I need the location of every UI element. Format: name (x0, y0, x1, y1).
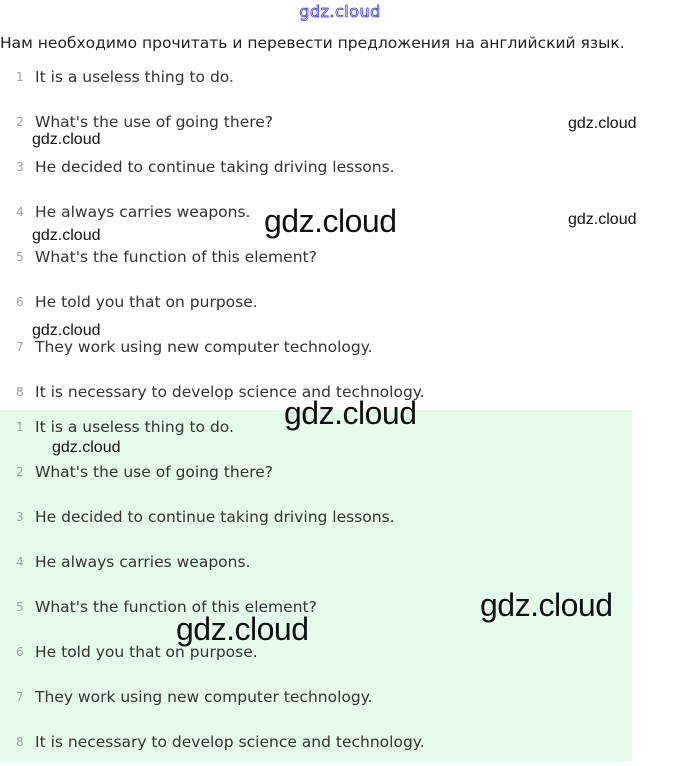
item-text: He told you that on purpose. (35, 293, 258, 311)
item-number: 7 (16, 690, 24, 704)
item-number: 3 (16, 510, 24, 524)
item-number: 5 (16, 600, 24, 614)
watermark: gdz.cloud (568, 115, 637, 132)
item-number: 6 (16, 295, 24, 309)
item-text: It is a useless thing to do. (35, 418, 234, 436)
item-number: 6 (16, 645, 24, 659)
item-number: 3 (16, 160, 24, 174)
watermark: gdz.cloud (568, 211, 637, 228)
item-text: It is necessary to develop science and technology. (35, 733, 425, 751)
site-logo[interactable]: gdz.cloud (299, 2, 381, 21)
item-number: 7 (16, 340, 24, 354)
list-item (0, 496, 640, 541)
list-item (0, 631, 640, 676)
item-text: He decided to continue taking driving lessons. (35, 158, 395, 176)
item-text: It is a useless thing to do. (35, 68, 234, 86)
list-item (0, 281, 640, 326)
item-text: He always carries weapons. (35, 203, 251, 221)
list-item (0, 451, 640, 496)
item-number: 4 (16, 555, 24, 569)
item-text: He decided to continue taking driving lessons. (35, 508, 395, 526)
item-text: What's the use of going there? (35, 113, 274, 131)
item-number: 2 (16, 115, 24, 129)
item-text: What's the function of this element? (35, 248, 317, 266)
item-text: It is necessary to develop science and technology. (35, 383, 425, 401)
watermark: gdz.cloud (32, 227, 101, 244)
item-number: 8 (16, 385, 24, 399)
list-item (0, 146, 640, 191)
task-instruction: Нам необходимо прочитать и перевести предложения на английский язык. (0, 34, 625, 52)
item-text: What's the use of going there? (35, 463, 274, 481)
item-number: 2 (16, 465, 24, 479)
item-number: 4 (16, 205, 24, 219)
item-text: They work using new computer technology. (35, 338, 373, 356)
watermark: gdz.cloud (32, 131, 101, 148)
item-text: He always carries weapons. (35, 553, 251, 571)
watermark: gdz.cloud (52, 439, 121, 456)
list-item (0, 541, 640, 586)
watermark: gdz.cloud (32, 322, 101, 339)
item-number: 1 (16, 420, 24, 434)
watermark: gdz.cloud (480, 587, 613, 623)
item-number: 1 (16, 70, 24, 84)
list-item (0, 56, 640, 101)
list-item (0, 721, 640, 766)
item-text: They work using new computer technology. (35, 688, 373, 706)
item-text: He told you that on purpose. (35, 643, 258, 661)
item-number: 5 (16, 250, 24, 264)
item-number: 8 (16, 735, 24, 749)
list-item (0, 676, 640, 721)
watermark: gdz.cloud (284, 395, 417, 431)
item-text: What's the function of this element? (35, 598, 317, 616)
watermark: gdz.cloud (264, 203, 397, 239)
watermark: gdz.cloud (176, 611, 309, 647)
